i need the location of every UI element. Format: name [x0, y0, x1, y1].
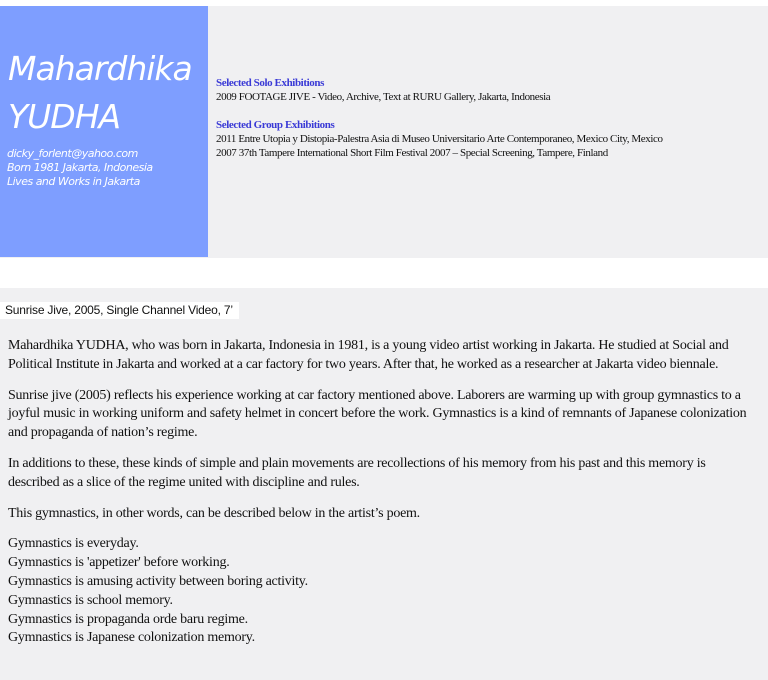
- poem-line: Gymnastics is 'appetizer' before working.: [8, 555, 230, 571]
- description-paragraph: Mahardhika YUDHA, who was born in Jakarta, Indonesia in 1981, is a young video artist working in Jakarta. He studied at Social and Political Institute in Jakarta and worked at a car factory for two years. After that, he worked as a researcher at Jakarta video biennale.: [8, 338, 729, 372]
- group-exhibition-item: 2011 Entre Utopia y Distopia-Palestra Asia di Museo Universitario Arte Contemporaneo, Mexico City, Mexico: [216, 133, 663, 145]
- solo-exhibitions-heading: Selected Solo Exhibitions: [216, 77, 324, 89]
- group-exhibitions-heading: Selected Group Exhibitions: [216, 119, 335, 131]
- work-title: Sunrise Jive, 2005, Single Channel Video, 7’: [0, 302, 239, 319]
- artist-lives: Lives and Works in Jakarta: [7, 175, 140, 188]
- poem-line: Gymnastics is amusing activity between boring activity.: [8, 573, 308, 589]
- artist-card: [0, 6, 208, 257]
- artist-born: Born 1981 Jakarta, Indonesia: [7, 161, 153, 174]
- poem-line: Gymnastics is school memory.: [8, 592, 173, 608]
- poem-line: Gymnastics is Japanese colonization memory.: [8, 630, 255, 646]
- artist-email[interactable]: dicky_forlent@yahoo.com: [7, 147, 138, 160]
- work-description: [8, 337, 760, 648]
- poem-line: Gymnastics is everyday.: [8, 536, 139, 552]
- artist-last-name: YUDHA: [8, 97, 121, 136]
- exhibition-list: [216, 76, 761, 160]
- artist-poem: [8, 535, 760, 648]
- poem-line: Gymnastics is propaganda orde baru regime.: [8, 611, 248, 627]
- solo-exhibition-item: 2009 FOOTAGE JIVE - Video, Archive, Text at RURU Gallery, Jakarta, Indonesia: [216, 91, 551, 103]
- artist-contact: [7, 147, 153, 189]
- description-paragraph: In additions to these, these kinds of simple and plain movements are recollections of his memory from his past and this memory is described as a slice of the regime united with discipline and rules.: [8, 455, 706, 490]
- group-exhibition-item: 2007 37th Tampere International Short Film Festival 2007 – Special Screening, Tampere, Finland: [216, 147, 608, 159]
- description-paragraph: This gymnastics, in other words, can be described below in the artist’s poem.: [8, 505, 420, 521]
- description-paragraph: Sunrise jive (2005) reflects his experience working at car factory mentioned above. Laborers are warming up with group gymnastics to a joyful music in working uniform and safety helmet in concert before the work. Gymnastics is a kind of remnants of Japanese colonization and propaganda of nation’s regime.: [8, 387, 747, 441]
- artist-first-name: Mahardhika: [8, 49, 192, 88]
